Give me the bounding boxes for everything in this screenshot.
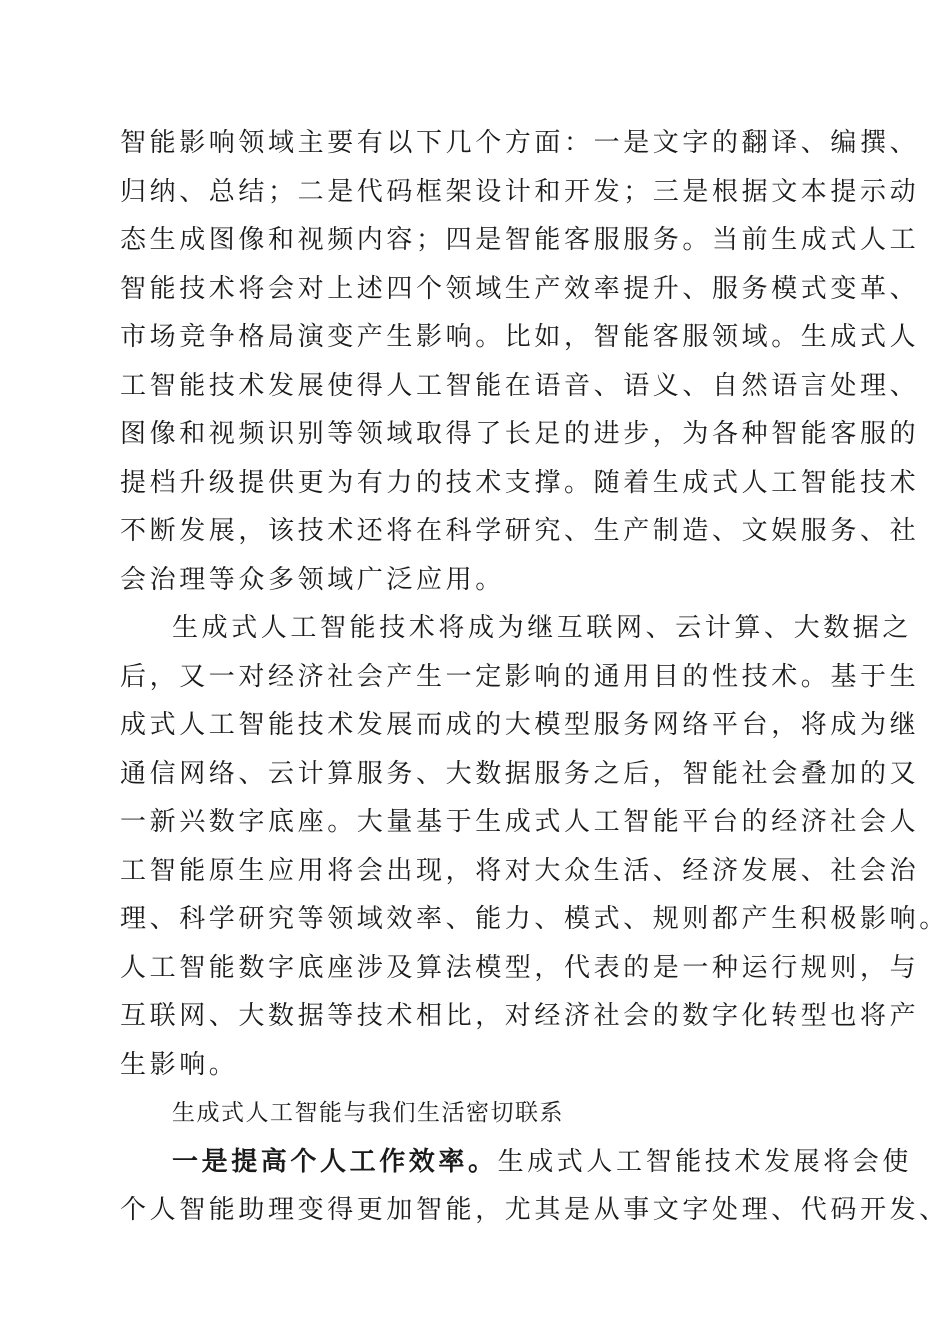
- text-run: 生成式人工智能技术发展将会使: [497, 1146, 913, 1177]
- text-line: 后，又一对经济社会产生一定影响的通用目的性技术。基于生: [120, 661, 920, 692]
- text-line: 归纳、总结；二是代码框架设计和开发；三是根据文本提示动: [120, 176, 920, 207]
- text-line: 互联网、大数据等技术相比，对经济社会的数字化转型也将产: [120, 1001, 920, 1031]
- text-line: 生影响。: [120, 1049, 239, 1080]
- text-line: 市场竞争格局演变产生影响。比如，智能客服领域。生成式人: [120, 322, 920, 352]
- text-line: 提档升级提供更为有力的技术支撑。随着生成式人工智能技术: [120, 467, 920, 498]
- section-heading: 生成式人工智能与我们生活密切联系: [172, 1100, 564, 1126]
- text-line: 智能技术将会对上述四个领域生产效率提升、服务模式变革、: [120, 273, 920, 304]
- text-line: 人工智能数字底座涉及算法模型，代表的是一种运行规则，与: [120, 952, 920, 983]
- paragraph-1: [120, 119, 920, 604]
- text-line: 会治理等众多领域广泛应用。: [120, 564, 505, 595]
- text-line: 态生成图像和视频内容；四是智能客服服务。当前生成式人工: [120, 225, 920, 255]
- text-line: 一新兴数字底座。大量基于生成式人工智能平台的经济社会人: [120, 807, 920, 837]
- text-line: 个人智能助理变得更加智能，尤其是从事文字处理、代码开发、: [120, 1195, 949, 1225]
- document-body: [120, 119, 949, 1235]
- text-line: 工智能技术发展使得人工智能在语音、语义、自然语言处理、: [120, 370, 920, 401]
- text-line: 不断发展，该技术还将在科学研究、生产制造、文娱服务、社: [120, 516, 920, 546]
- text-line: 通信网络、云计算服务、大数据服务之后，智能社会叠加的又: [120, 758, 920, 789]
- bold-lead: 一是提高个人工作效率。: [172, 1146, 498, 1177]
- text-line: 智能影响领域主要有以下几个方面：一是文字的翻译、编撰、: [120, 128, 920, 158]
- text-line: 生成式人工智能技术将成为继互联网、云计算、大数据之: [172, 613, 913, 643]
- text-line: 图像和视频识别等领域取得了长足的进步，为各种智能客服的: [120, 419, 920, 449]
- text-line: 成式人工智能技术发展而成的大模型服务网络平台，将成为继: [120, 710, 920, 740]
- paragraph-3: [120, 1138, 949, 1235]
- paragraph-2: [120, 604, 949, 1089]
- text-line: 工智能原生应用将会出现，将对大众生活、经济发展、社会治: [120, 855, 920, 886]
- text-line: 理、科学研究等领域效率、能力、模式、规则都产生积极影响。: [120, 904, 949, 934]
- text-line: [120, 1138, 913, 1187]
